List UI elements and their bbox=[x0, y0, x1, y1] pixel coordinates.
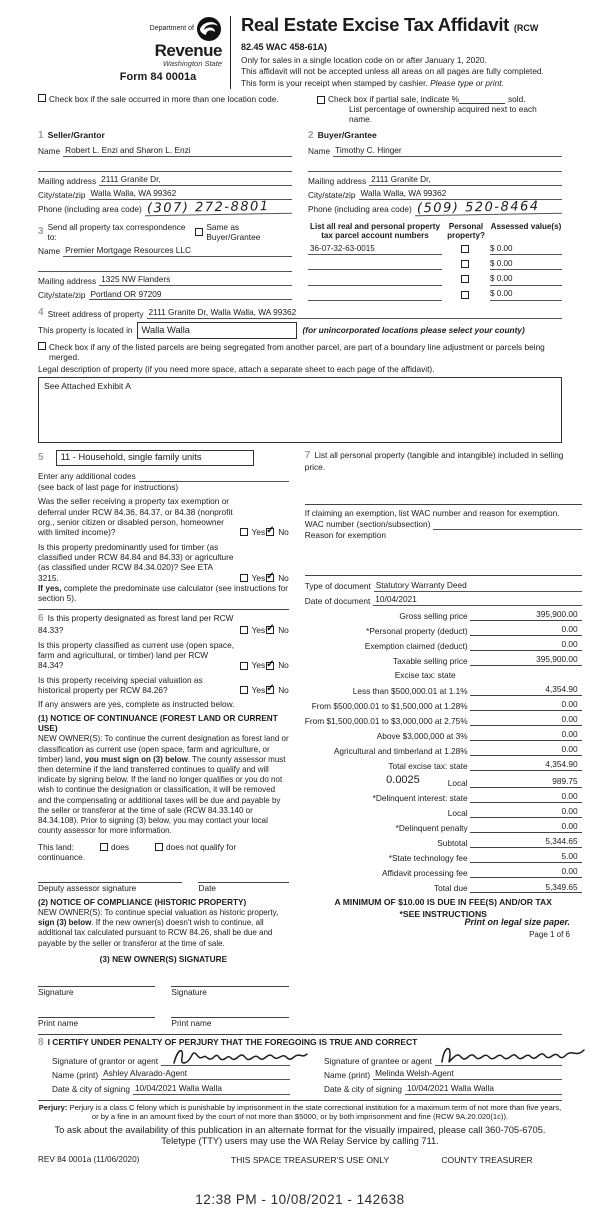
parcel-row bbox=[308, 244, 562, 256]
current-use-yes-checkbox[interactable] bbox=[240, 662, 248, 670]
excise-line-value[interactable]: 0.00 bbox=[470, 714, 582, 726]
owner-signature-field-2[interactable] bbox=[171, 976, 288, 987]
grantor-print-name-field[interactable]: Ashley Alvarado-Agent bbox=[101, 1068, 290, 1080]
section-5-number: 5 bbox=[38, 451, 44, 463]
excise-line-label: Taxable selling price bbox=[392, 655, 468, 666]
treasurer-stamp: 12:38 PM - 10/08/2021 - 142638 bbox=[195, 1191, 405, 1207]
buyer-phone-label: Phone (including area code) bbox=[308, 204, 412, 215]
section-7-number: 7 bbox=[304, 449, 311, 461]
segregated-checkbox[interactable] bbox=[38, 342, 46, 350]
excise-line-value[interactable]: 4,354.90 bbox=[470, 759, 582, 771]
buyer-city-field[interactable]: Walla Walla, WA 99362 bbox=[359, 188, 563, 200]
does-not-label: does not qualify for bbox=[165, 841, 237, 852]
dept-of-label: Department of bbox=[149, 24, 194, 32]
new-owners-signature-title: (3) NEW OWNER(S) SIGNATURE bbox=[99, 953, 228, 964]
section-3-number: 3 bbox=[38, 225, 44, 237]
washington-state-label: Washington State bbox=[162, 59, 222, 68]
section-2-number: 2 bbox=[308, 129, 314, 141]
seller-city-field[interactable]: Walla Walla, WA 99362 bbox=[89, 188, 293, 200]
codes-note: (see back of last page for instructions) bbox=[38, 481, 179, 492]
excise-line-value[interactable]: 5.00 bbox=[470, 851, 582, 863]
partial-sale-label: Check box if partial sale, indicate % bbox=[328, 93, 459, 104]
deputy-date-field[interactable] bbox=[198, 872, 288, 883]
current-use-question: Is this property classified as current use (open space, farm and agricultural, or timber) land per RCW 84.34? bbox=[38, 639, 234, 671]
excise-line-label: Affidavit processing fee bbox=[382, 867, 468, 878]
excise-line-value[interactable]: 989.75 bbox=[470, 776, 582, 788]
minimum-due-note: A MINIMUM OF $10.00 IS DUE IN FEE(S) AND/OR TAX bbox=[334, 897, 552, 908]
segregated-label: Check box if any of the listed parcels are being segregated from another parcel, are part of a boundary line adjustment or parcels being merged. bbox=[49, 341, 545, 363]
ownership-note: List percentage of ownership acquired next to each name. bbox=[349, 103, 537, 125]
legal-description-field[interactable]: See Attached Exhibit A bbox=[38, 377, 562, 443]
signature-label: Signature bbox=[38, 987, 74, 998]
form-number: Form 84 0001a bbox=[119, 71, 197, 84]
excise-line-label: Subtotal bbox=[437, 837, 468, 848]
grantor-print-name-label: Name (print) bbox=[52, 1069, 99, 1080]
section-4-number: 4 bbox=[38, 306, 44, 318]
yes-label: Yes bbox=[251, 685, 266, 696]
buyer-name2-field[interactable] bbox=[308, 162, 562, 172]
assessed-value-field[interactable]: $ 0.00 bbox=[490, 274, 562, 286]
excise-line-value[interactable]: 0.00 bbox=[470, 744, 582, 756]
section-6-number: 6 bbox=[38, 612, 44, 624]
located-in-label: This property is located in bbox=[38, 325, 133, 336]
excise-line-label: Exemption claimed (deduct) bbox=[364, 640, 468, 651]
correspondence-heading: Send all property tax correspondence to: bbox=[47, 221, 186, 242]
excise-line-value[interactable]: 0.00 bbox=[470, 729, 582, 741]
right-column bbox=[305, 450, 582, 1028]
excise-tax-state-header: Excise tax: state bbox=[394, 670, 456, 681]
corr-name2-field[interactable] bbox=[38, 262, 292, 272]
seller-phone-label: Phone (including area code) bbox=[38, 204, 142, 215]
excise-line-label: Agricultural and timberland at 1.28% bbox=[333, 745, 468, 756]
parcel-number-field[interactable] bbox=[308, 291, 442, 301]
excise-line-label: *Delinquent interest: state bbox=[372, 792, 468, 803]
excise-line-value[interactable]: 5,344.65 bbox=[470, 836, 582, 848]
notice-compliance-title: (2) NOTICE OF COMPLIANCE (HISTORIC PROPERTY) bbox=[38, 897, 247, 907]
personal-property-checkbox[interactable] bbox=[461, 260, 469, 268]
partial-sale-percent-field[interactable] bbox=[459, 95, 505, 104]
historic-no-checkbox[interactable] bbox=[266, 686, 274, 694]
revision-number: REV 84 0001a (11/06/2020) bbox=[38, 1154, 140, 1164]
see-instructions-note: *SEE INSTRUCTIONS bbox=[399, 908, 487, 919]
forest-no-checkbox[interactable] bbox=[266, 626, 274, 634]
form-title: Real Estate Excise Tax Affidavit (RCW 82.45 WAC 458-61A) bbox=[241, 14, 539, 52]
excise-line-label: *Delinquent penalty bbox=[395, 822, 468, 833]
excise-line-label: Local bbox=[447, 807, 468, 818]
excise-line-value[interactable]: 0.00 bbox=[470, 639, 582, 651]
does-qualify-checkbox[interactable] bbox=[100, 843, 108, 851]
local-rate-value: 0.0025 bbox=[386, 774, 420, 787]
same-as-buyer-checkbox[interactable] bbox=[195, 228, 203, 236]
county-select[interactable]: Walla Walla bbox=[137, 322, 297, 339]
grantor-signature-label: Signature of grantor or agent bbox=[52, 1055, 159, 1066]
excise-line-label: Above $3,000,000 at 3% bbox=[376, 730, 468, 741]
buyer-mailing-label: Mailing address bbox=[308, 175, 367, 186]
deputy-assessor-signature-field[interactable] bbox=[38, 872, 182, 883]
header-instruction-3: This form is your receipt when stamped by cashier. Please type or print. bbox=[241, 78, 504, 89]
land-use-code-select[interactable]: 11 - Household, single family units bbox=[56, 450, 254, 467]
personal-property-checkbox[interactable] bbox=[461, 275, 469, 283]
seller-city-label: City/state/zip bbox=[38, 189, 86, 200]
grantee-signature-scribble bbox=[438, 1042, 588, 1068]
no-label: No bbox=[278, 660, 289, 671]
print-instructions bbox=[464, 917, 570, 940]
additional-codes-label: Enter any additional codes bbox=[38, 471, 136, 482]
section-1-number: 1 bbox=[38, 129, 44, 141]
buyer-heading: Buyer/Grantee bbox=[317, 129, 377, 140]
revenue-wordmark: Revenue bbox=[154, 41, 222, 60]
timber-question: Is this property predominantly used for timber (as classified under RCW 84.84 and 84.33) or agriculture (as classified under RCW 84.34.020)? See ETA 3215. bbox=[38, 541, 234, 583]
header-instruction-2: This affidavit will not be accepted unless all areas on all pages are fully completed. bbox=[241, 66, 544, 77]
corr-mailing-field[interactable]: 1325 NW Flanders bbox=[99, 274, 292, 286]
seller-phone-field[interactable]: (307) 272-8801 bbox=[145, 201, 292, 215]
excise-line-label: From $500,000.01 to $1,500,000 at 1.28% bbox=[311, 700, 468, 711]
seller-heading: Seller/Grantor bbox=[47, 129, 105, 140]
title-block bbox=[230, 16, 562, 89]
timber-no-checkbox[interactable] bbox=[266, 574, 274, 582]
grantor-date-field[interactable]: 10/04/2021 Walla Walla bbox=[133, 1083, 290, 1095]
page-number: Page 1 of 6 bbox=[529, 930, 570, 939]
excise-line-label: Total due bbox=[433, 883, 468, 894]
rcw-reference: (RCW 82.45 WAC 458-61A) bbox=[241, 23, 539, 52]
excise-line-label: Gross selling price bbox=[399, 610, 468, 621]
grantor-date-label: Date & city of signing bbox=[52, 1084, 130, 1095]
excise-line-label: Less than $500,000.01 at 1.1% bbox=[352, 685, 468, 696]
yes-label: Yes bbox=[251, 660, 266, 671]
treasurer-use-label: THIS SPACE TREASURER'S USE ONLY bbox=[230, 1154, 390, 1165]
seller-section bbox=[38, 130, 292, 215]
deputy-assessor-label: Deputy assessor signature bbox=[38, 883, 137, 894]
wac-number-field[interactable] bbox=[433, 519, 581, 530]
deputy-date-label: Date bbox=[198, 883, 217, 894]
if-yes-instruction: If any answers are yes, complete as instructed below. bbox=[38, 699, 235, 710]
exemption-question: Was the seller receiving a property tax exemption or deferral under RCW 84.36, 84.37, or 84.38 (nonprofit org., senior citizen or disabled person, homeowner with limited income)? bbox=[38, 496, 233, 538]
notice-continuance-title: (1) NOTICE OF CONTINUANCE (FOREST LAND OR CURRENT USE) bbox=[38, 713, 278, 734]
corr-city-field[interactable]: Portland OR 97209 bbox=[89, 289, 293, 301]
does-not-qualify-checkbox[interactable] bbox=[155, 843, 163, 851]
notice-compliance-body: NEW OWNER(S): To continue special valuation as historic property, sign (3) below. If the new owner(s) doesn't wish to continue, all additional tax calculated pursuant to RCW 84.26, shall be due and payable by the seller or transferor at the time of sale. bbox=[38, 907, 279, 948]
parcel-row bbox=[308, 289, 562, 301]
no-label: No bbox=[278, 685, 289, 696]
this-land-label: This land: bbox=[38, 841, 74, 852]
excise-line-value[interactable]: 5,349.65 bbox=[470, 882, 582, 894]
located-in-note: (for unincorporated locations please select your county) bbox=[302, 325, 525, 336]
assessed-value-field[interactable]: $ 0.00 bbox=[490, 289, 562, 301]
continuance-label: continuance. bbox=[38, 851, 86, 862]
excise-line-value[interactable]: 0.00 bbox=[470, 806, 582, 818]
doc-type-field[interactable]: Statutory Warranty Deed bbox=[374, 580, 582, 592]
grantee-signature-label: Signature of grantee or agent bbox=[324, 1055, 432, 1066]
exemption-note: If claiming an exemption, list WAC number and reason for exemption. bbox=[304, 507, 560, 518]
excise-line-label: From $1,500,000.01 to $3,000,000 at 2.75% bbox=[304, 715, 468, 726]
section-8-number: 8 bbox=[38, 1036, 44, 1048]
buyer-city-label: City/state/zip bbox=[308, 189, 356, 200]
parcel-table bbox=[308, 222, 562, 301]
buyer-mailing-field[interactable]: 2111 Granite Dr, bbox=[369, 174, 562, 186]
excise-line-label: Local bbox=[447, 777, 468, 788]
buyer-name-field[interactable]: Timothy C. Hinger bbox=[333, 145, 562, 157]
property-section bbox=[38, 307, 562, 443]
street-address-label: Street address of property bbox=[47, 308, 144, 319]
partial-sale-sold-label: sold. bbox=[507, 93, 526, 104]
excise-line-value[interactable]: 0.00 bbox=[470, 821, 582, 833]
excise-line-value[interactable]: 0.00 bbox=[470, 791, 582, 803]
personal-property-checkbox[interactable] bbox=[461, 245, 469, 253]
multi-location-label: Check box if the sale occurred in more than one location code. bbox=[49, 93, 279, 104]
no-label: No bbox=[278, 625, 289, 636]
owner-print-name-field-1[interactable] bbox=[38, 1007, 155, 1018]
doc-type-label: Type of document bbox=[304, 581, 371, 592]
parcel-col-header: List all real and personal property tax parcel account numbers bbox=[310, 221, 440, 240]
timber-yes-checkbox[interactable] bbox=[240, 574, 248, 582]
excise-line-value[interactable]: 395,900.00 bbox=[470, 609, 582, 621]
assessed-value-field[interactable]: $ 0.00 bbox=[490, 244, 562, 256]
buyer-phone-field[interactable]: (509) 520-8464 bbox=[415, 201, 562, 215]
correspondence-section bbox=[38, 222, 292, 301]
corr-name-label: Name bbox=[38, 246, 61, 257]
partial-sale-checkbox[interactable] bbox=[317, 96, 325, 104]
historic-yes-checkbox[interactable] bbox=[240, 686, 248, 694]
no-label: No bbox=[278, 527, 289, 538]
parcel-number-field[interactable] bbox=[308, 260, 442, 270]
corr-mailing-label: Mailing address bbox=[38, 275, 97, 286]
dor-swirl-icon bbox=[196, 16, 222, 42]
notice-continuance-body: NEW OWNER(S): To continue the current designation as forest land or classification as current use (open space, farm and agriculture, or timber) land, you must sign on (3) below. The county assessor must then determine if the land transferred continues to qualify and will indicate by signing below. If the land no longer qualifies or you do not wish to continue the designation or classification, it will be removed and the compensating or additional taxes will be due and payable by the seller or transferor at the time of sale (RCW 84.33.140 or 84.34.108). Prior to signing (3) below, you may contact your local county assessor for more information. bbox=[38, 734, 289, 836]
yes-label: Yes bbox=[251, 625, 266, 636]
grantee-print-name-label: Name (print) bbox=[324, 1069, 371, 1080]
excise-line-value[interactable]: 395,900.00 bbox=[470, 654, 582, 666]
print-name-label: Print name bbox=[171, 1017, 212, 1028]
exemption-yes-checkbox[interactable] bbox=[240, 528, 248, 536]
reason-for-exemption-label: Reason for exemption bbox=[304, 529, 386, 540]
grantor-signature-scribble bbox=[170, 1044, 310, 1068]
historic-question: Is this property receiving special valuation as historical property per RCW 84.26? bbox=[38, 674, 203, 696]
excise-line-label: Total excise tax: state bbox=[388, 760, 468, 771]
left-column bbox=[38, 450, 289, 1028]
parcel-number-field[interactable] bbox=[308, 276, 442, 286]
forest-yes-checkbox[interactable] bbox=[240, 626, 248, 634]
legal-paper-note: Print on legal size paper. bbox=[464, 916, 570, 927]
additional-codes-field[interactable] bbox=[139, 472, 289, 482]
buyer-section bbox=[308, 130, 562, 215]
assessed-value-col-header: Assessed value(s) bbox=[490, 221, 562, 231]
forest-land-question: 6 Is this property designated as forest land per RCW 84.33? bbox=[38, 612, 234, 636]
excise-line-label: *State technology fee bbox=[388, 852, 468, 863]
form-header bbox=[94, 16, 562, 89]
parcel-row bbox=[308, 259, 562, 271]
perjury-note: Perjury: Perjury is a class C felony which is punishable by imprisonment in the state correctional institution for a maximum term of not more than five years, or by a fine in an amount fixed by the court of not more than $5000, or by both imprisonment and fine (RCW 9A.20.020(1c)). bbox=[38, 1102, 562, 1122]
parcel-row bbox=[308, 274, 562, 286]
county-treasurer-label: COUNTY TREASURER bbox=[441, 1154, 533, 1165]
excise-line-value[interactable]: 0.00 bbox=[470, 624, 582, 636]
dor-logo-block bbox=[94, 16, 230, 89]
assessed-value-field[interactable]: $ 0.00 bbox=[490, 259, 562, 271]
seller-name-field[interactable]: Robert L. Enzi and Sharon L. Enzi bbox=[63, 145, 292, 157]
owner-signature-field-1[interactable] bbox=[38, 976, 155, 987]
legal-description-label: Legal description of property (if you need more space, attach a separate sheet to each page of the affidavit). bbox=[38, 364, 435, 375]
header-instruction-1: Only for sales in a single location code on or after January 1, 2020. bbox=[241, 54, 487, 65]
grantee-certify-block bbox=[324, 1049, 562, 1094]
grantee-date-field[interactable]: 10/04/2021 Walla Walla bbox=[405, 1083, 562, 1095]
exemption-no-checkbox[interactable] bbox=[266, 528, 274, 536]
current-use-no-checkbox[interactable] bbox=[266, 662, 274, 670]
excise-line-value[interactable]: 4,354.90 bbox=[470, 684, 582, 696]
accessibility-note: To ask about the availability of this publication in an alternate format for the visually impaired, please call 360-705-6705. Teletype (TTY) users may use the WA Relay Service by calling 711. bbox=[54, 1124, 546, 1146]
personal-property-list-label: 7 List all personal property (tangible and intangible) included in selling price. bbox=[304, 449, 564, 473]
yes-label: Yes bbox=[251, 572, 266, 583]
grantor-certify-block bbox=[52, 1049, 290, 1094]
doc-date-field[interactable]: 10/04/2021 bbox=[373, 594, 581, 606]
street-address-field[interactable]: 2111 Granite Dr, Walla Walla, WA 99362 bbox=[147, 307, 563, 319]
personal-property-checkbox[interactable] bbox=[461, 291, 469, 299]
grantee-date-label: Date & city of signing bbox=[324, 1084, 402, 1095]
signature-label: Signature bbox=[171, 987, 207, 998]
seller-mailing-field[interactable]: 2111 Granite Dr, bbox=[99, 174, 292, 186]
corr-name-field[interactable]: Premier Mortgage Resources LLC bbox=[63, 245, 292, 257]
excise-line-label: *Personal property (deduct) bbox=[366, 625, 468, 636]
certify-section bbox=[38, 1049, 562, 1094]
corr-city-label: City/state/zip bbox=[38, 290, 86, 301]
seller-mailing-label: Mailing address bbox=[38, 175, 97, 186]
wac-number-label: WAC number (section/subsection) bbox=[304, 519, 431, 530]
certify-heading: 8 I CERTIFY UNDER PENALTY OF PERJURY THAT THE FOREGOING IS TRUE AND CORRECT bbox=[38, 1034, 562, 1050]
same-as-buyer-label: Same as Buyer/Grantee bbox=[206, 221, 261, 242]
grantee-print-name-field[interactable]: Melinda Welsh-Agent bbox=[373, 1068, 562, 1080]
buyer-name-label: Name bbox=[308, 146, 331, 157]
multi-location-checkbox[interactable] bbox=[38, 94, 46, 102]
seller-name-label: Name bbox=[38, 146, 61, 157]
top-checkbox-row bbox=[38, 94, 562, 125]
timber-note: If yes, complete the predominate use calculator (see instructions for section 5). bbox=[38, 583, 288, 604]
owner-print-name-field-2[interactable] bbox=[171, 1007, 288, 1018]
personal-property-col-header: Personal property? bbox=[447, 221, 485, 240]
yes-label: Yes bbox=[251, 527, 266, 538]
doc-date-label: Date of document bbox=[304, 595, 371, 606]
parcel-number-field[interactable]: 36-07-32-63-0015 bbox=[308, 244, 442, 255]
excise-line-value[interactable]: 0.00 bbox=[470, 866, 582, 878]
no-label: No bbox=[278, 572, 289, 583]
print-name-label: Print name bbox=[38, 1017, 79, 1028]
excise-line-value[interactable]: 0.00 bbox=[470, 699, 582, 711]
does-label: does bbox=[110, 841, 129, 852]
seller-name2-field[interactable] bbox=[38, 162, 292, 172]
